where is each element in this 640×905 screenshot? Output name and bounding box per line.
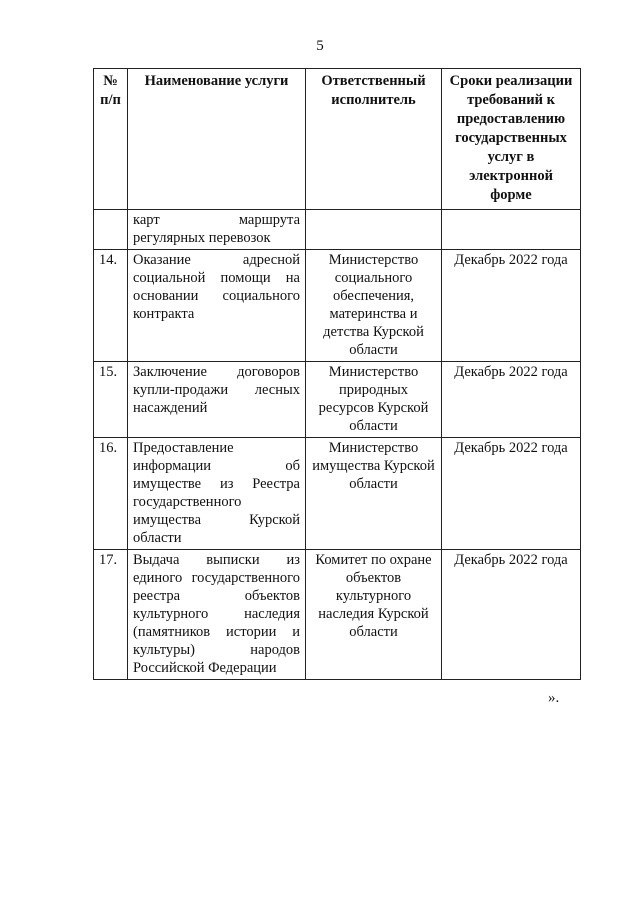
table-row bbox=[94, 438, 581, 550]
row-number: 16. bbox=[94, 438, 128, 550]
row-number bbox=[94, 210, 128, 250]
row-number: 14. bbox=[94, 250, 128, 362]
table-row bbox=[94, 362, 581, 438]
row-deadline: Декабрь 2022 года bbox=[442, 250, 581, 362]
table-row bbox=[94, 550, 581, 680]
table-row bbox=[94, 210, 581, 250]
services-table bbox=[93, 68, 581, 680]
table-header-row bbox=[94, 69, 581, 210]
row-service-name: Оказание адресной социальной помощи на основании социального контракта bbox=[128, 250, 306, 362]
table-row bbox=[94, 250, 581, 362]
page-number: 5 bbox=[316, 38, 324, 54]
row-service-name: карт маршрута регулярных перевозок bbox=[128, 210, 306, 250]
row-number: 15. bbox=[94, 362, 128, 438]
row-executor: Министерство природных ресурсов Курской области bbox=[306, 362, 442, 438]
row-deadline: Декабрь 2022 года bbox=[442, 438, 581, 550]
closing-quote-mark: ». bbox=[548, 690, 560, 706]
row-service-name: Заключение договоров купли-продажи лесных насаждений bbox=[128, 362, 306, 438]
row-number: 17. bbox=[94, 550, 128, 680]
row-executor: Министерство имущества Курской области bbox=[306, 438, 442, 550]
row-deadline: Декабрь 2022 года bbox=[442, 362, 581, 438]
row-deadline: Декабрь 2022 года bbox=[442, 550, 581, 680]
row-executor: Комитет по охране объектов культурного наследия Курской области bbox=[306, 550, 442, 680]
row-executor bbox=[306, 210, 442, 250]
row-deadline bbox=[442, 210, 581, 250]
row-executor: Министерство социального обеспечения, материнства и детства Курской области bbox=[306, 250, 442, 362]
header-number: № п/п bbox=[94, 69, 128, 210]
row-service-name: Предоставление информации об имуществе из Реестра государственного имущества Курской области bbox=[128, 438, 306, 550]
header-deadline: Сроки реализации требований к предоставлению государственных услуг в электронной форме bbox=[442, 69, 581, 210]
header-service-name: Наименование услуги bbox=[128, 69, 306, 210]
header-executor: Ответственный исполнитель bbox=[306, 69, 442, 210]
row-service-name: Выдача выписки из единого государственного реестра объектов культурного наследия (памятников истории и культуры) народов Российской Федерации bbox=[128, 550, 306, 680]
